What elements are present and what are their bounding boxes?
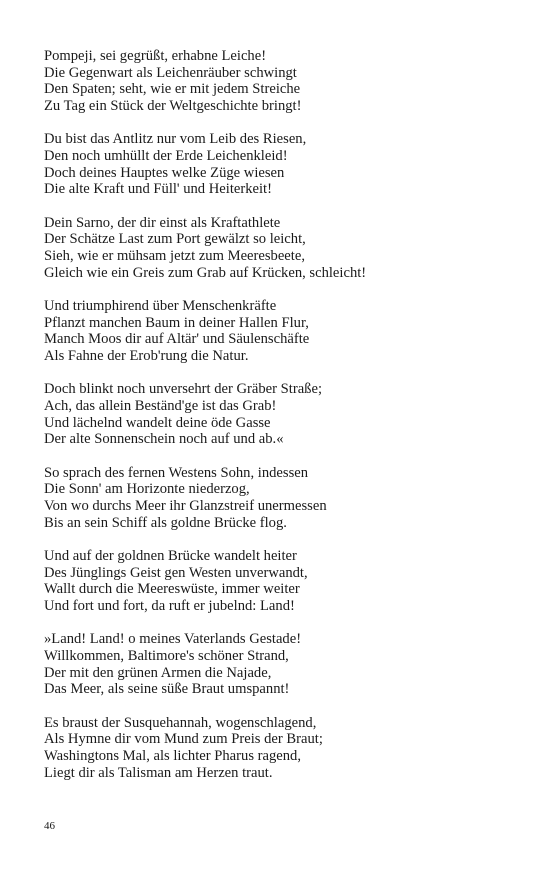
poem-line: Die Gegenwart als Leichenräuber schwingt: [44, 64, 297, 81]
poem-line: Zu Tag ein Stück der Weltgeschichte bringt!: [44, 98, 302, 115]
poem-line: Doch blinkt noch unversehrt der Gräber Straße;: [44, 381, 323, 398]
poem-line: Ach, das allein Beständ'ge ist das Grab!: [44, 397, 277, 414]
poem-line: Der mit den grünen Armen die Najade,: [44, 664, 272, 681]
poem-line: Und fort und fort, da ruft er jubelnd: Land!: [44, 597, 295, 614]
poem-line: Und auf der goldnen Brücke wandelt heiter: [44, 547, 297, 564]
poem-body: [44, 48, 514, 798]
poem-line: Von wo durchs Meer ihr Glanzstreif unermessen: [44, 497, 327, 514]
stanza: [44, 715, 514, 782]
poem-line: Des Jünglings Geist gen Westen unverwandt,: [44, 564, 308, 581]
stanza: [44, 131, 514, 198]
poem-line: So sprach des fernen Westens Sohn, indessen: [44, 464, 309, 481]
poem-line: Den noch umhüllt der Erde Leichenkleid!: [44, 148, 288, 165]
stanza: [44, 465, 514, 532]
poem-line: »Land! Land! o meines Vaterlands Gestade!: [44, 631, 302, 648]
poem-line: Wallt durch die Meereswüste, immer weiter: [44, 581, 300, 598]
poem-line: Pflanzt manchen Baum in deiner Hallen Flur,: [44, 314, 309, 331]
poem-line: Bis an sein Schiff als goldne Brücke flog.: [44, 514, 287, 531]
poem-line: Der Schätze Last zum Port gewälzt so leicht,: [44, 231, 306, 248]
poem-line: Die Sonn' am Horizonte niederzog,: [44, 481, 250, 498]
poem-line: Als Fahne der Erob'rung die Natur.: [44, 348, 249, 365]
page-number: 46: [44, 820, 55, 832]
poem-line: Als Hymne dir vom Mund zum Preis der Braut;: [44, 731, 323, 748]
poem-line: Und triumphirend über Menschenkräfte: [44, 297, 277, 314]
poem-line: Doch deines Hauptes welke Züge wiesen: [44, 164, 285, 181]
poem-line: Gleich wie ein Greis zum Grab auf Krücken, schleicht!: [44, 264, 367, 281]
poem-line: Und lächelnd wandelt deine öde Gasse: [44, 414, 271, 431]
stanza: [44, 48, 514, 115]
poem-line: Manch Moos dir auf Altär' und Säulenschäfte: [44, 331, 310, 348]
poem-line: Die alte Kraft und Füll' und Heiterkeit!: [44, 181, 272, 198]
stanza: [44, 381, 514, 448]
poem-line: Washingtons Mal, als lichter Pharus ragend,: [44, 747, 302, 764]
stanza: [44, 215, 514, 282]
poem-line: Sieh, wie er mühsam jetzt zum Meeresbeete,: [44, 248, 305, 265]
poem-line: Es braust der Susquehannah, wogenschlagend,: [44, 714, 317, 731]
poem-line: Du bist das Antlitz nur vom Leib des Riesen,: [44, 131, 307, 148]
poem-line: Dein Sarno, der dir einst als Kraftathlete: [44, 214, 281, 231]
poem-line: Willkommen, Baltimore's schöner Strand,: [44, 647, 289, 664]
poem-line: Pompeji, sei gegrüßt, erhabne Leiche!: [44, 48, 267, 64]
poem-line: Den Spaten; seht, wie er mit jedem Streiche: [44, 81, 301, 98]
poem-line: Der alte Sonnenschein noch auf und ab.«: [44, 431, 284, 448]
stanza: [44, 631, 514, 698]
stanza: [44, 548, 514, 615]
poem-line: Liegt dir als Talisman am Herzen traut.: [44, 764, 273, 781]
stanza: [44, 298, 514, 365]
poem-line: Das Meer, als seine süße Braut umspannt!: [44, 681, 290, 698]
